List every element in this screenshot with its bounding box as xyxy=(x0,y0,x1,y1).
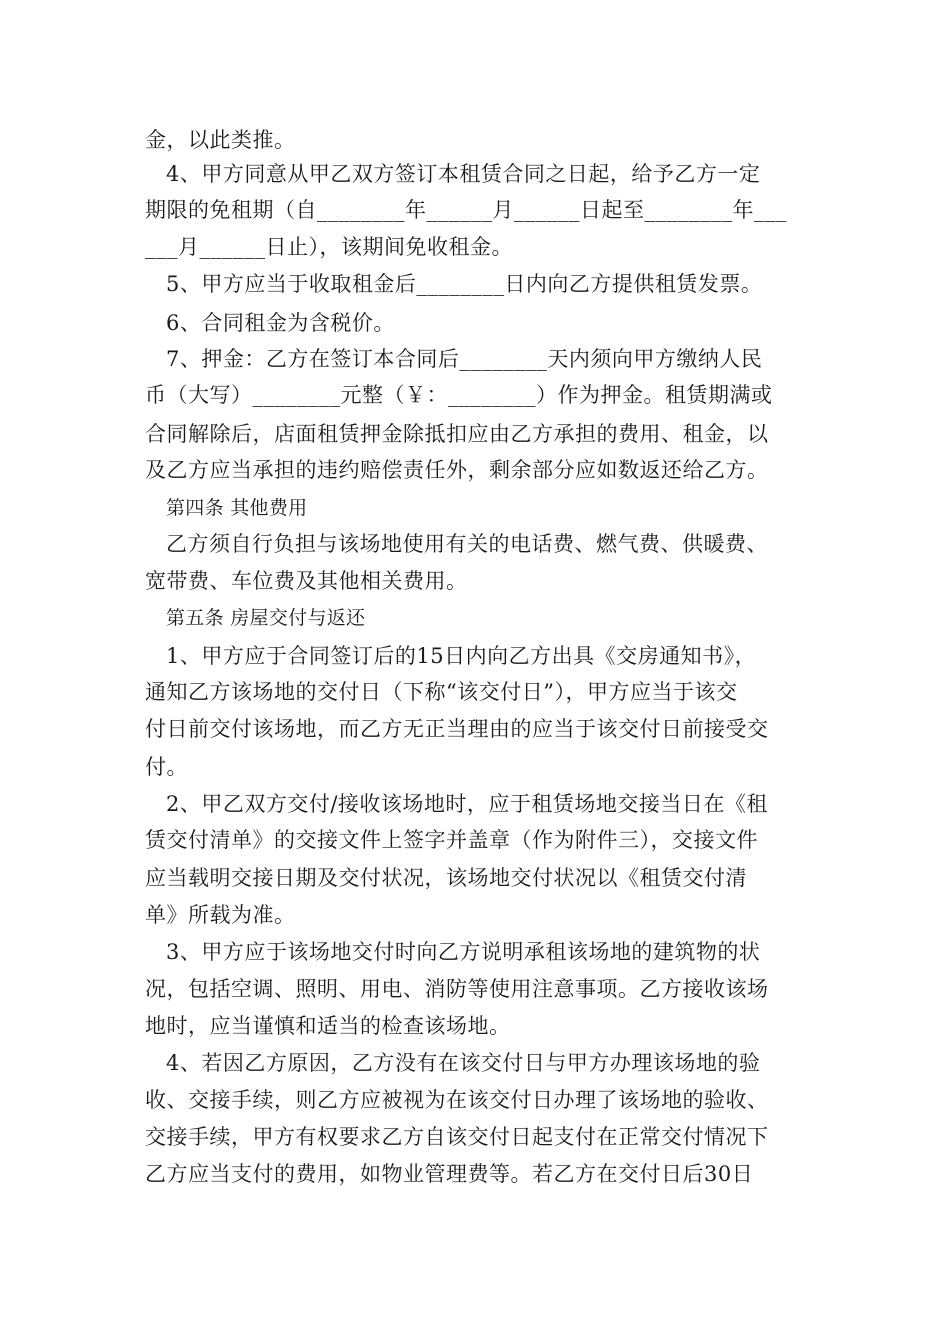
text-line: 收、交接手续，则乙方应被视为在该交付日办理了该场地的验收、 xyxy=(145,1088,769,1112)
text-line: 6、合同租金为含税价。 xyxy=(166,311,395,335)
text-line: 付。 xyxy=(145,755,188,779)
text-line: 4、甲方同意从甲乙双方签订本租赁合同之日起，给予乙方一定 xyxy=(166,162,761,186)
text-line: 币（大写）________元整（￥：________）作为押金。租赁期满或 xyxy=(145,383,773,407)
text-line: 通知乙方该场地的交付日（下称“该交付日”），甲方应当于该交 xyxy=(145,680,738,704)
text-line: 交接手续，甲方有权要求乙方自该交付日起支付在正常交付情况下 xyxy=(145,1125,769,1149)
text-line: 5、甲方应当于收取租金后________日内向乙方提供租赁发票。 xyxy=(166,272,763,296)
text-line: 金，以此类推。 xyxy=(145,128,296,152)
text-line: 及乙方应当承担的违约赔偿责任外，剩余部分应如数返还给乙方。 xyxy=(145,458,769,482)
text-line: 2、甲乙双方交付/接收该场地时，应于租赁场地交接当日在《租 xyxy=(166,792,768,816)
text-line: 宽带费、车位费及其他相关费用。 xyxy=(145,569,468,593)
text-line: 付日前交付该场地，而乙方无正当理由的应当于该交付日前接受交 xyxy=(145,717,769,741)
text-line: 3、甲方应于该场地交付时向乙方说明承租该场地的建筑物的状 xyxy=(166,940,761,964)
text-line: 赁交付清单》的交接文件上签字并盖章（作为附件三），交接文件 xyxy=(145,828,758,852)
text-line: 况，包括空调、照明、用电、消防等使用注意事项。乙方接收该场 xyxy=(145,977,769,1001)
text-line: 期限的免租期（自________年______月______日起至________年___ xyxy=(145,198,787,222)
text-line: 乙方须自行负担与该场地使用有关的电话费、燃气费、供暖费、 xyxy=(166,532,768,556)
text-line: 单》所载为准。 xyxy=(145,903,296,927)
text-line: 1、甲方应于合同签订后的15日内向乙方出具《交房通知书》， xyxy=(166,644,757,668)
section-heading: 第五条 房屋交付与返还 xyxy=(166,607,366,629)
text-line: 4、若因乙方原因，乙方没有在该交付日与甲方办理该场地的验 xyxy=(166,1051,761,1075)
text-line: 地时，应当谨慎和适当的检查该场地。 xyxy=(145,1014,511,1038)
section-heading: 第四条 其他费用 xyxy=(166,497,308,519)
text-line: 应当载明交接日期及交付状况，该场地交付状况以《租赁交付清 xyxy=(145,866,747,890)
text-line: 7、押金：乙方在签订本合同后________天内须向甲方缴纳人民 xyxy=(166,347,763,371)
text-line: ___月______日止），该期间免收租金。 xyxy=(145,235,513,259)
text-line: 合同解除后，店面租赁押金除抵扣应由乙方承担的费用、租金，以 xyxy=(145,422,769,446)
text-line: 乙方应当支付的费用，如物业管理费等。若乙方在交付日后30日 xyxy=(145,1162,754,1186)
